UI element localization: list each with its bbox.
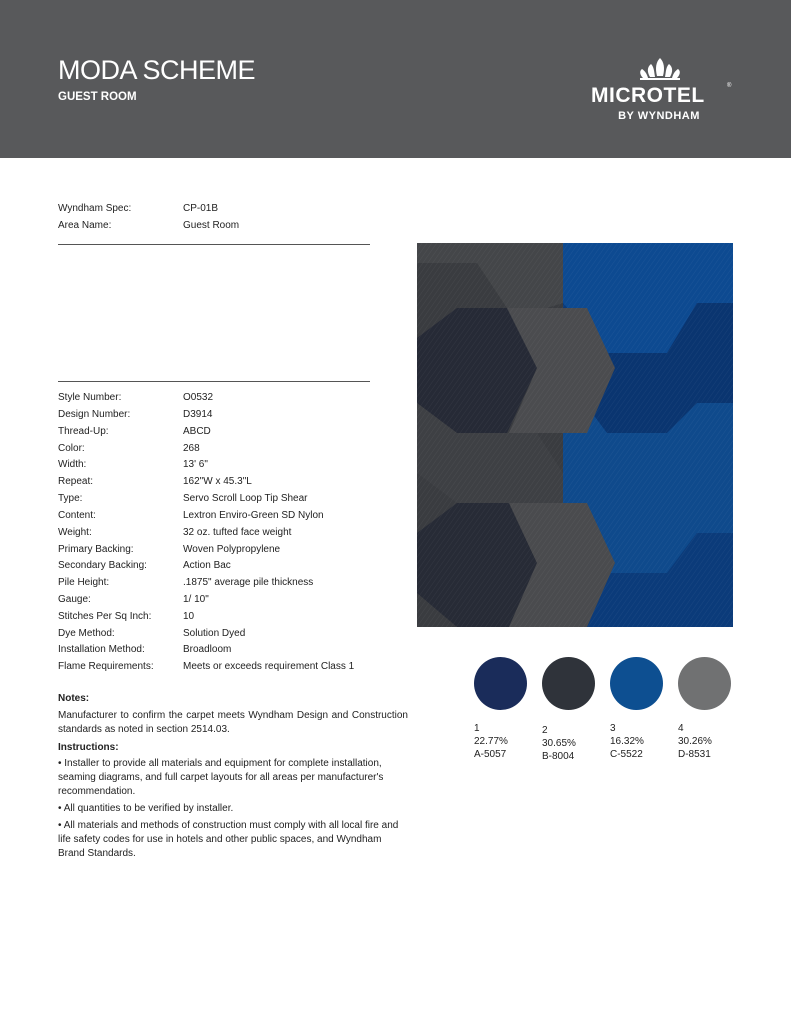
header-banner — [0, 0, 791, 158]
divider-line — [58, 381, 370, 382]
spec-label: Thread-Up: — [58, 426, 109, 437]
colorway-number: 2 — [542, 725, 548, 736]
spec-label: Width: — [58, 459, 87, 470]
divider-line — [58, 244, 370, 245]
spec-value: Guest Room — [183, 220, 240, 231]
logo-wordmark: MICROTEL — [591, 84, 705, 107]
logo-registered-mark: ® — [727, 83, 732, 89]
spec-value: 13' 6" — [183, 459, 208, 470]
colorway-percent: 30.65% — [542, 738, 576, 749]
colorway-percent: 16.32% — [610, 736, 644, 747]
spec-value: 1/ 10" — [183, 594, 209, 605]
colorway-percent: 22.77% — [474, 736, 508, 747]
spec-label: Flame Requirements: — [58, 661, 154, 672]
spec-value: Servo Scroll Loop Tip Shear — [183, 493, 308, 504]
spec-label: Repeat: — [58, 476, 94, 487]
spec-label: Type: — [58, 493, 83, 504]
carpet-pattern-image — [417, 243, 733, 627]
spec-value: Broadloom — [183, 644, 232, 655]
page-title: MODA SCHEME — [58, 55, 256, 85]
colorway-code: A-5057 — [474, 749, 507, 760]
instructions-heading: Instructions: — [58, 742, 119, 753]
colorway-swatch-2 — [542, 657, 595, 710]
colorway-code: B-8004 — [542, 751, 575, 762]
spec-label: Area Name: — [58, 220, 112, 231]
spec-value: .1875" average pile thickness — [183, 577, 314, 588]
colorway-label-1 — [474, 722, 534, 761]
notes-text: Manufacturer to confirm the carpet meets Wyndham Design and Construction standards as noted in section 2514.03. — [58, 710, 408, 735]
spec-label: Pile Height: — [58, 577, 110, 588]
colorway-swatch-1 — [474, 657, 527, 710]
colorway-number: 3 — [610, 723, 616, 734]
crown-icon — [634, 56, 686, 82]
spec-value: Meets or exceeds requirement Class 1 — [183, 661, 355, 672]
spec-label: Installation Method: — [58, 644, 145, 655]
spec-label: Style Number: — [58, 392, 122, 403]
microtel-logo — [585, 56, 735, 126]
instruction-item: • Installer to provide all materials and equipment for complete installation, seaming diagrams, and full carpet layouts for all areas per manufacturer's recommendation. — [58, 758, 384, 797]
instructions-list — [58, 757, 408, 864]
colorway-label-3 — [610, 722, 670, 761]
colorway-code: C-5522 — [610, 749, 643, 760]
spec-value: 268 — [183, 443, 200, 454]
spec-value: O0532 — [183, 392, 214, 403]
spec-label: Dye Method: — [58, 628, 115, 639]
spec-label: Design Number: — [58, 409, 131, 420]
spec-value: CP-01B — [183, 203, 219, 214]
colorway-percent: 30.26% — [678, 736, 712, 747]
colorway-code: D-8531 — [678, 749, 711, 760]
spec-label: Color: — [58, 443, 85, 454]
spec-value: D3914 — [183, 409, 213, 420]
notes-heading: Notes: — [58, 693, 90, 704]
logo-tagline: BY WYNDHAM — [618, 110, 700, 122]
colorway-number: 1 — [474, 723, 480, 734]
spec-value: Lextron Enviro-Green SD Nylon — [183, 510, 324, 521]
instruction-item: • All materials and methods of construction must comply with all local fire and life safety codes for use in hotels and other public spaces, and Wyndham Brand Standards. — [58, 820, 399, 859]
colorway-label-4 — [678, 722, 738, 761]
spec-value: 10 — [183, 611, 195, 622]
spec-label: Content: — [58, 510, 96, 521]
spec-label: Gauge: — [58, 594, 91, 605]
spec-label: Primary Backing: — [58, 544, 134, 555]
spec-label: Weight: — [58, 527, 92, 538]
colorway-number: 4 — [678, 723, 684, 734]
spec-label: Wyndham Spec: — [58, 203, 132, 214]
spec-value: 32 oz. tufted face weight — [183, 527, 292, 538]
spec-value: Action Bac — [183, 560, 231, 571]
instruction-item: • All quantities to be verified by installer. — [58, 803, 234, 814]
spec-label: Secondary Backing: — [58, 560, 147, 571]
spec-value: Woven Polypropylene — [183, 544, 281, 555]
spec-value: 162"W x 45.3"L — [183, 476, 252, 487]
colorway-swatch-4 — [678, 657, 731, 710]
colorway-swatch-3 — [610, 657, 663, 710]
spec-value: Solution Dyed — [183, 628, 246, 639]
colorway-label-2 — [542, 724, 602, 763]
spec-value: ABCD — [183, 426, 211, 437]
page-subtitle: GUEST ROOM — [58, 91, 137, 103]
spec-label: Stitches Per Sq Inch: — [58, 611, 152, 622]
